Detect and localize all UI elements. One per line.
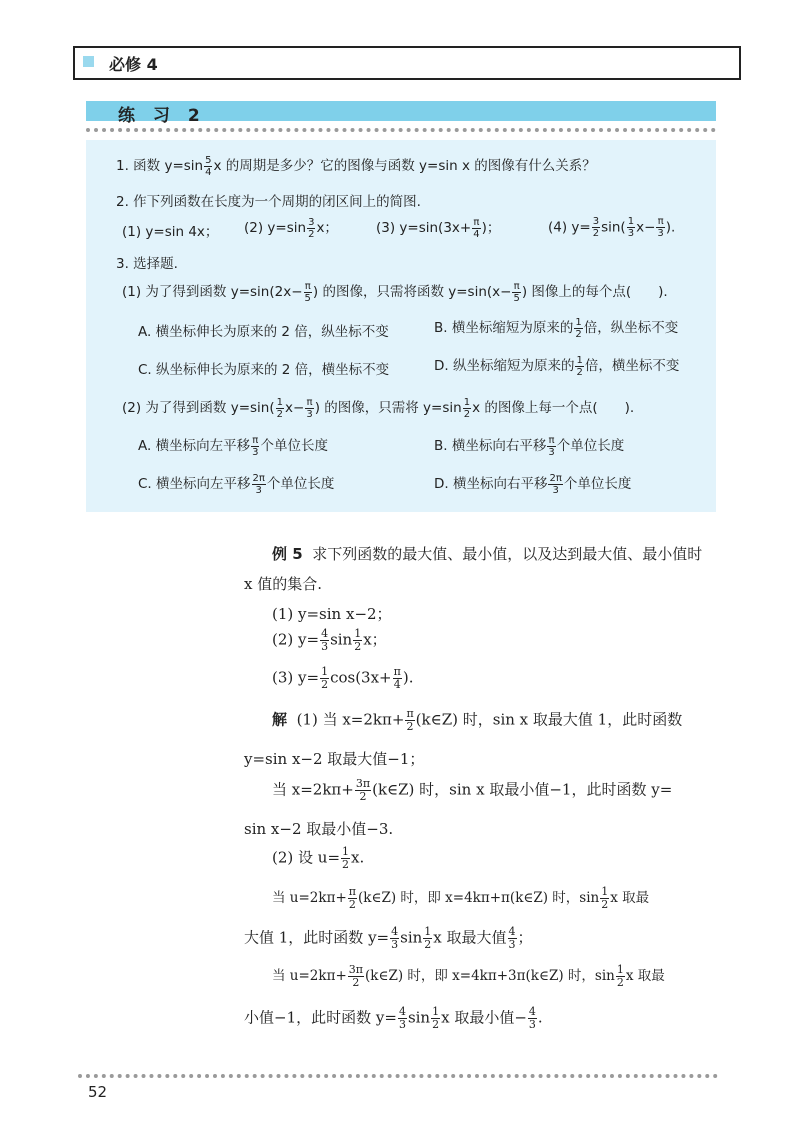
option-2d: D. 横坐标向右平移 $\frac{2\pi}{3}$ 个单位长度 — [434, 472, 632, 496]
page-number: 52 — [88, 1083, 108, 1101]
solution-s5: (2) 设 u= $\frac{1}{2}$ x. — [272, 845, 365, 871]
option-1a: A. 横坐标伸长为原来的 2 倍，纵坐标不变 — [138, 324, 389, 340]
example-line1: 例 5 求下列函数的最大值、最小值，以及达到最大值、最小值时 — [272, 545, 703, 563]
example-f1: (1) y=sin x−2； — [272, 605, 392, 623]
solution-s8: 当 u=2kπ+ $\frac{3\pi}{2}$ (k∈Z) 时，即 x=4kπ+3π(k∈Z) 时，sin $\frac{1}{2}$ x 取最 — [272, 963, 665, 989]
footer-dotted-divider — [78, 1074, 718, 1078]
exercise-q2-item1: (1) y=sin 4x； — [122, 224, 219, 240]
example-f2: (2) y= $\frac{4}{3}$ sin $\frac{1}{2}$ x； — [272, 627, 387, 653]
option-1c: C. 纵坐标伸长为原来的 2 倍，横坐标不变 — [138, 362, 390, 378]
option-1d: D. 纵坐标缩短为原来的 $\frac{1}{2}$ 倍，横坐标不变 — [434, 354, 680, 378]
solution-label: 解 — [272, 710, 288, 729]
solution-s1: 解 (1) 当 x=2kπ+ $\frac{\pi}{2}$ (k∈Z) 时，sin x 取最大值 1，此时函数 — [272, 707, 683, 733]
exercise-title-bar — [86, 101, 716, 126]
option-2a: A. 横坐标向左平移 $\frac{\pi}{3}$ 个单位长度 — [138, 434, 328, 458]
exercise-q2-item4: (4) y= $\frac{3}{2}$ sin( $\frac{1}{3}$ x− $\frac{\pi}{3}$ ). — [548, 216, 676, 239]
option-1b: B. 横坐标缩短为原来的 $\frac{1}{2}$ 倍，纵坐标不变 — [434, 316, 679, 340]
dotted-divider — [86, 128, 716, 132]
solution-s2: y=sin x−2 取最大值−1； — [244, 750, 425, 768]
exercise-q1: 1. 函数 y=sin $\frac{5}{4}$ x 的周期是多少？它的图像与函数 y=sin x 的图像有什么关系？ — [116, 154, 596, 178]
exercise-q2: 2. 作下列函数在长度为一个周期的闭区间上的简图. — [116, 194, 421, 210]
exercise-box — [86, 140, 716, 512]
solution-s9: 小值−1，此时函数 y= $\frac{4}{3}$ sin $\frac{1}{2}$ x 取最小值− $\frac{4}{3}$ . — [244, 1005, 543, 1031]
header-square-icon — [83, 56, 94, 67]
example-label: 例 5 — [272, 545, 303, 563]
solution-s4: sin x−2 取最小值−3. — [244, 820, 394, 838]
exercise-q3: 3. 选择题. — [116, 256, 178, 272]
chapter-header — [73, 46, 741, 80]
exercise-q2-item2: (2) y=sin $\frac{3}{2}$ x； — [244, 216, 338, 240]
exercise-q3-part2: (2) 为了得到函数 y=sin( $\frac{1}{2}$ x− $\frac{\pi}{3}$ ) 的图像，只需将 y=sin $\frac{1}{2}$ x 的图像上每一个点( ). — [122, 396, 635, 420]
exercise-q2-item3: (3) y=sin(3x+ $\frac{\pi}{4}$ )； — [376, 216, 501, 240]
option-2b: B. 横坐标向右平移 $\frac{\pi}{3}$ 个单位长度 — [434, 434, 625, 458]
header-title: 必修 4 — [109, 55, 158, 74]
option-2c: C. 横坐标向左平移 $\frac{2\pi}{3}$ 个单位长度 — [138, 472, 335, 496]
example-line2: x 值的集合. — [244, 575, 322, 593]
solution-s6: 当 u=2kπ+ $\frac{\pi}{2}$ (k∈Z) 时，即 x=4kπ+π(k∈Z) 时，sin $\frac{1}{2}$ x 取最 — [272, 885, 650, 911]
exercise-q3-part1: (1) 为了得到函数 y=sin(2x− $\frac{\pi}{5}$ ) 的图像，只需将函数 y=sin(x− $\frac{\pi}{5}$ ) 图像上的每个点( ). — [122, 280, 668, 304]
solution-s3: 当 x=2kπ+ $\frac{3\pi}{2}$ (k∈Z) 时，sin x 取最小值−1，此时函数 y= — [272, 777, 673, 803]
exercise-title: 练 习 2 — [118, 106, 206, 126]
solution-s7: 大值 1，此时函数 y= $\frac{4}{3}$ sin $\frac{1}{2}$ x 取最大值 $\frac{4}{3}$ ； — [244, 925, 533, 951]
example-f3: (3) y= $\frac{1}{2}$ cos(3x+ $\frac{\pi}{4}$ ). — [272, 665, 414, 691]
